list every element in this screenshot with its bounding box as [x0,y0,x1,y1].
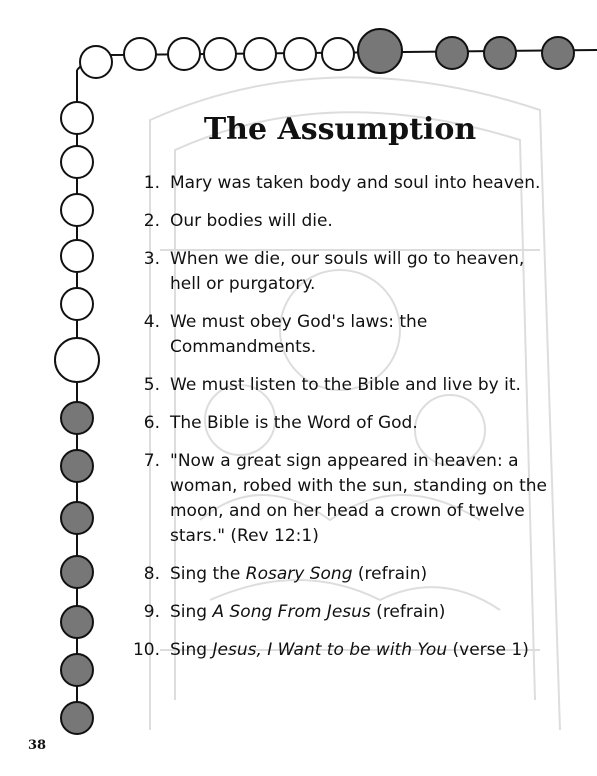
light-bead [61,288,93,320]
light-bead [244,38,276,70]
item-text-part: The Bible is the Word of God. [170,413,418,433]
dark-bead [436,37,468,69]
item-text-part: We must obey God's laws: the Commandments. [170,312,428,357]
item-title-italic: Rosary Song [245,564,353,584]
light-bead [61,194,93,226]
item-text [170,247,554,297]
list-item [124,411,554,436]
item-text-part: (verse 1) [447,640,529,660]
list-item [124,171,554,196]
item-number: 5. [143,375,160,395]
list-item [124,247,554,297]
item-text [170,638,554,663]
item-text [170,310,554,360]
dark-bead [358,29,402,73]
item-text-part: Sing [170,602,213,622]
item-title-italic: A Song From Jesus [212,602,371,622]
item-text [170,449,554,549]
item-number: 3. [143,249,160,269]
list-item [124,209,554,234]
list-item [124,600,554,625]
item-number: 8. [143,564,160,584]
item-number: 10. [132,640,160,660]
item-text-part: Mary was taken body and soul into heaven. [170,173,541,193]
light-bead [168,38,200,70]
item-number: 2. [143,211,160,231]
item-text [170,209,554,234]
item-text [170,411,554,436]
item-text [170,171,554,196]
item-number: 9. [143,602,160,622]
item-text [170,562,554,587]
dark-bead [61,556,93,588]
list-item [124,373,554,398]
item-text-part: Sing the [170,564,246,584]
item-text-part: When we die, our souls will go to heaven, hell or purgatory. [170,249,525,294]
dark-bead [61,450,93,482]
light-bead [284,38,316,70]
item-text-part: (refrain) [370,602,446,622]
light-bead [124,38,156,70]
light-bead [322,38,354,70]
dark-bead [484,37,516,69]
light-bead [55,338,99,382]
dark-bead [61,502,93,534]
item-text-part: Our bodies will die. [170,211,333,231]
page-number: 38 [28,738,47,753]
item-text [170,373,554,398]
light-bead [61,102,93,134]
item-number: 7. [143,451,160,471]
item-number: 6. [143,413,160,433]
dark-bead [61,654,93,686]
light-bead [61,240,93,272]
lesson-list [124,171,554,676]
item-number: 4. [143,312,160,332]
item-number: 1. [143,173,160,193]
item-text [170,600,554,625]
dark-bead [61,702,93,734]
item-title-italic: Jesus, I Want to be with You [212,640,448,660]
item-text-part: Sing [170,640,213,660]
item-text-part: (refrain) [352,564,428,584]
dark-bead [61,402,93,434]
item-text-part: "Now a great sign appeared in heaven: a woman, robed with the sun, standing on the moon, and on her head a crown of twelve stars." (Rev 12:1) [170,451,547,546]
light-bead [204,38,236,70]
list-item [124,638,554,663]
light-bead [61,146,93,178]
item-text-part: We must listen to the Bible and live by it. [170,375,521,395]
dark-bead [61,606,93,638]
page-title: The Assumption [203,112,477,147]
list-item [124,310,554,360]
list-item [124,449,554,549]
light-bead [80,46,112,78]
list-item [124,562,554,587]
dark-bead [542,37,574,69]
